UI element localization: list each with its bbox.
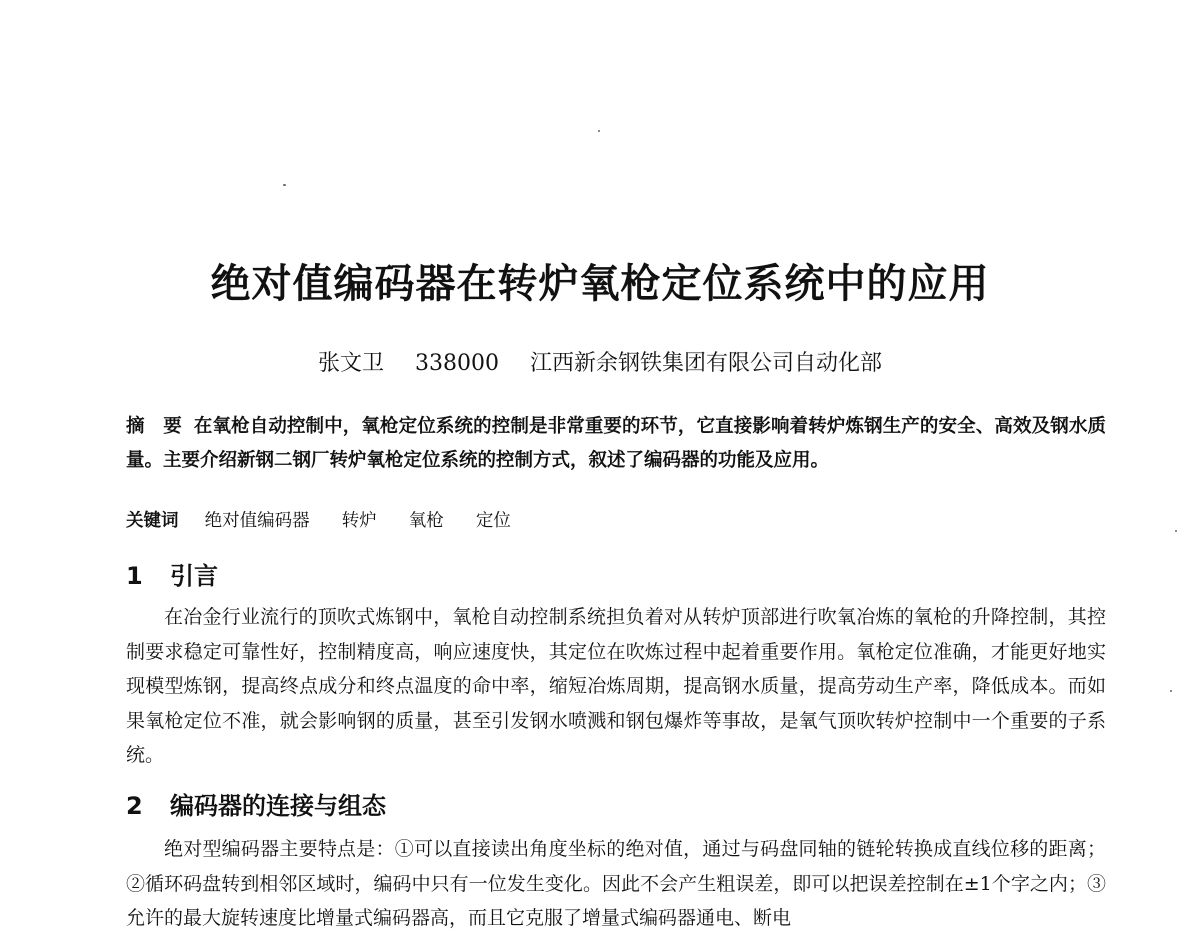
section-1-paragraph: 在冶金行业流行的顶吹式炼钢中，氧枪自动控制系统担负着对从转炉顶部进行吹氧冶炼的氧枪的升降控制，其控制要求稳定可靠性好，控制精度高，响应速度快，其定位在吹炼过程中起着重要作用。氧枪定位准确，才能更好地实现模型炼钢，提高终点成分和终点温度的命中率，缩短冶炼周期，提高钢水质量，提高劳动生产率，降低成本。而如果氧枪定位不准，就会影响钢的质量，甚至引发钢水喷溅和钢包爆炸等事故，是氧气顶吹转炉控制中一个重要的子系统。	[126, 606, 1106, 766]
scan-speck	[1175, 530, 1177, 532]
abstract	[126, 410, 1106, 478]
section-title: 编码器的连接与组态	[170, 792, 386, 820]
author-name: 张文卫	[317, 351, 384, 376]
section-title: 引言	[170, 562, 218, 590]
keywords	[126, 506, 1106, 536]
keyword-item: 定位	[475, 511, 511, 531]
abstract-label: 摘 要	[126, 416, 182, 437]
scan-speck	[283, 184, 286, 186]
section-number: 1	[126, 562, 143, 590]
keyword-item: 转炉	[341, 511, 377, 531]
keyword-item: 绝对值编码器	[204, 511, 310, 531]
scan-speck	[1170, 690, 1172, 692]
abstract-text: 在氧枪自动控制中，氧枪定位系统的控制是非常重要的环节，它直接影响着转炉炼钢生产的安全、高效及钢水质量。主要介绍新钢二钢厂转炉氧枪定位系统的控制方式，叙述了编码器的功能及应用。	[126, 416, 1106, 471]
section-number: 2	[126, 792, 143, 820]
section-heading-1	[126, 556, 1106, 591]
section-heading-2	[126, 786, 1106, 821]
author-line	[0, 346, 1200, 377]
keywords-label: 关键词	[126, 511, 179, 531]
scan-speck	[598, 130, 600, 132]
author-affiliation: 江西新余钢铁集团有限公司自动化部	[529, 351, 882, 376]
section-2-paragraph: 绝对型编码器主要特点是：①可以直接读出角度坐标的绝对值，通过与码盘同轴的链轮转换成直线位移的距离；②循环码盘转到相邻区域时，编码中只有一位发生变化。因此不会产生粗误差，即可以把误差控制在±1个字之内；③允许的最大旋转速度比增量式编码器高，而且它克服了增量式编码器通电、断电	[126, 838, 1106, 929]
keyword-item: 氧枪	[408, 511, 444, 531]
author-postcode: 338000	[415, 351, 499, 376]
paper-title: 绝对值编码器在转炉氧枪定位系统中的应用	[210, 261, 990, 307]
